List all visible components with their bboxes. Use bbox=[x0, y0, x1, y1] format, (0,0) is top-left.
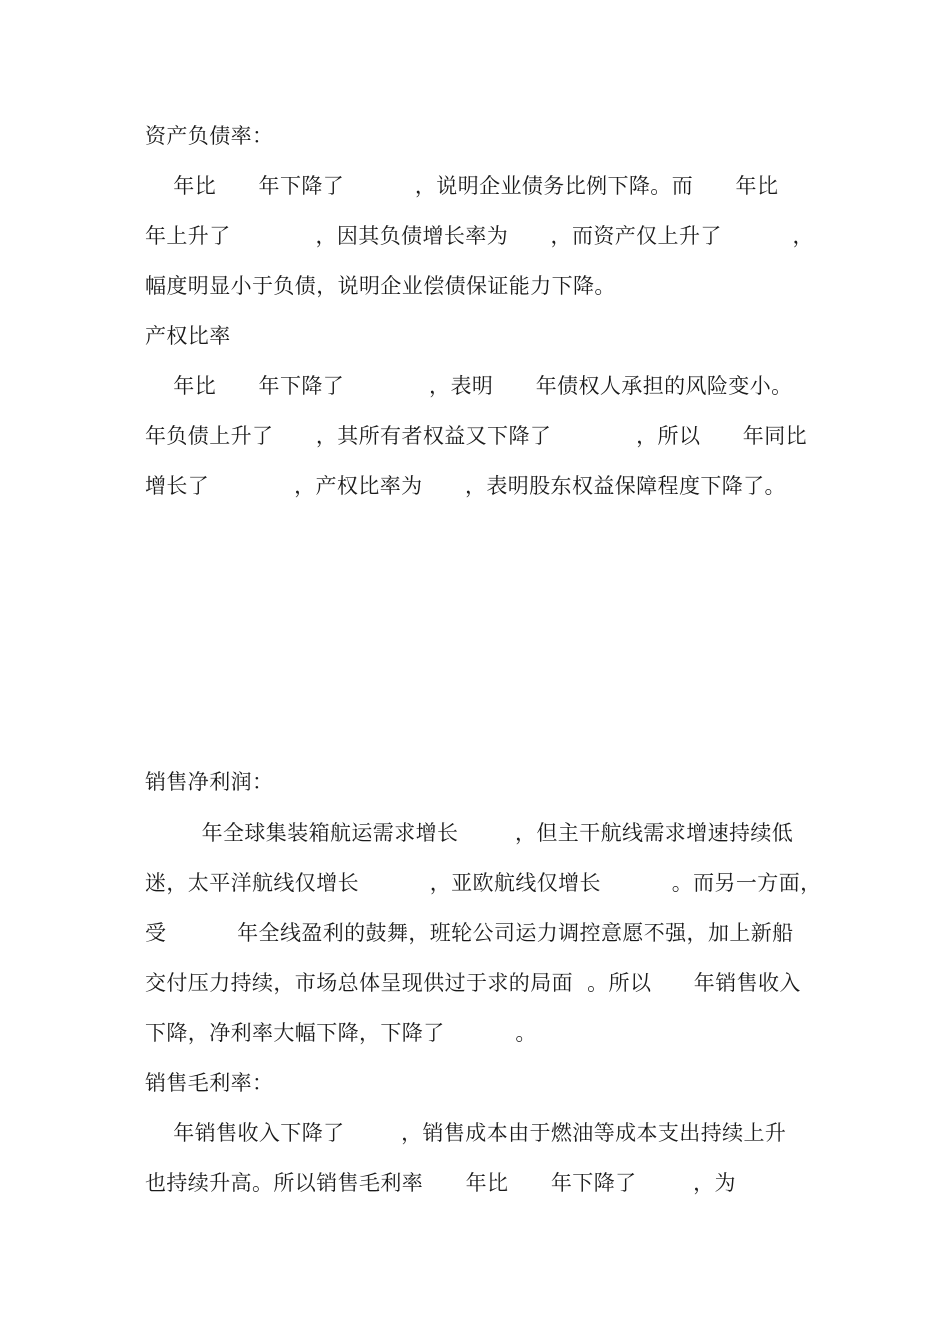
section-heading-equity-ratio: 产权比率 bbox=[145, 324, 231, 348]
section-heading-debt-ratio: 资产负债率： bbox=[145, 124, 274, 148]
section-heading-gross-margin: 销售毛利率： bbox=[145, 1071, 274, 1095]
paragraph-line: 年比 年下降了 ，表明 年债权人承担的风险变小。 bbox=[145, 374, 793, 398]
paragraph-line: 年上升了 ，因其负债增长率为 ，而资产仅上升了 ， bbox=[145, 224, 814, 248]
paragraph-line: 年比 年下降了 ，说明企业债务比例下降。而 年比 bbox=[145, 174, 779, 198]
paragraph-line: 迷，太平洋航线仅增长 ，亚欧航线仅增长 。而另一方面， bbox=[145, 871, 822, 895]
paragraph-line: 交付压力持续，市场总体呈现供过于求的局面 。所以 年销售收入 bbox=[145, 971, 801, 995]
paragraph-line: 也持续升高。所以销售毛利率 年比 年下降了 ，为 bbox=[145, 1171, 736, 1195]
paragraph-line: 年全球集装箱航运需求增长 ，但主干航线需求增速持续低 bbox=[145, 821, 794, 845]
paragraph-line: 下降，净利率大幅下降，下降了 。 bbox=[145, 1021, 537, 1045]
paragraph-line: 年负债上升了 ，其所有者权益又下降了 ，所以 年同比 bbox=[145, 424, 808, 448]
section-heading-net-margin: 销售净利润： bbox=[145, 770, 274, 794]
paragraph-line: 年销售收入下降了 ，销售成本由于燃油等成本支出持续上升 bbox=[145, 1121, 787, 1145]
paragraph-line: 幅度明显小于负债，说明企业偿债保证能力下降。 bbox=[145, 274, 616, 298]
paragraph-line: 增长了 ，产权比率为 ，表明股东权益保障程度下降了。 bbox=[145, 474, 786, 498]
paragraph-line: 受 年全线盈利的鼓舞，班轮公司运力调控意愿不强，加上新船 bbox=[145, 921, 794, 945]
